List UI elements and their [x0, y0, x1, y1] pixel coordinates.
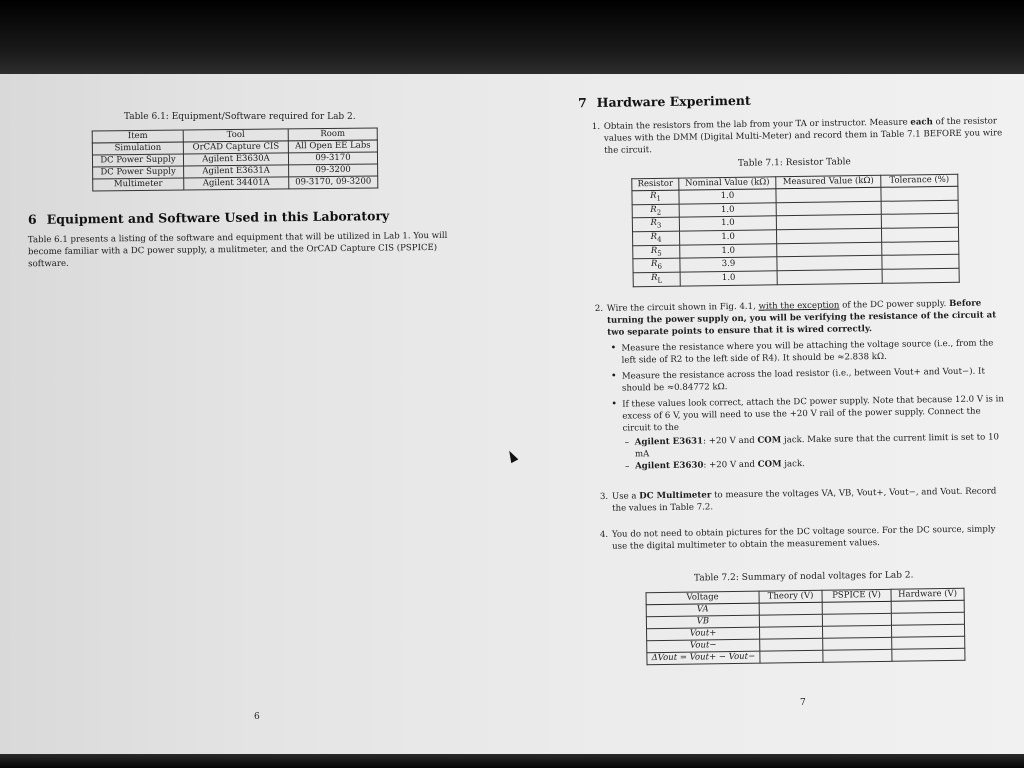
item-4: [599, 523, 1012, 553]
item-text: Use a: [611, 491, 640, 502]
section-number: 6: [27, 211, 37, 227]
table-row: [93, 176, 378, 191]
table-cell: Agilent E3630A: [183, 153, 288, 166]
resistor-label: $R_3$: [632, 217, 679, 231]
item-2: [594, 297, 1011, 477]
tolerance-cell: [881, 227, 958, 242]
voltage-label: VB: [646, 615, 759, 629]
right-page: [512, 74, 1024, 754]
background-top-dark: [0, 0, 1024, 74]
table-7-2: [646, 588, 966, 665]
list-item-text: If these values look correct, attach the DC power supply. Note that because 12.0 V is in excess of 6 V, you will need to use the +20 V rail of the power supply. Connect the circuit to the: [622, 394, 1005, 434]
background-bottom-dark: [0, 754, 1024, 768]
measured-value-cell: [777, 256, 882, 271]
list-item: • Measure the resistance where you will be attaching the voltage source (i.e., from the left side of R2 to the left side of R4). It should be ≈2.838 kΩ.: [621, 337, 1009, 366]
table-7-1-header: Tolerance (%): [881, 174, 958, 187]
theory-cell: [759, 614, 822, 627]
item-text: of the DC power supply.: [839, 299, 950, 311]
theory-cell: [760, 650, 823, 663]
table-cell: DC Power Supply: [93, 166, 184, 179]
list-item: [622, 393, 1011, 472]
left-page: [0, 74, 512, 754]
table-7-1-caption: Table 7.1: Resistor Table: [737, 157, 851, 169]
table-7-1-header: Resistor: [632, 178, 679, 191]
table-cell: Agilent E3631A: [184, 165, 289, 178]
nominal-value: 1.0: [680, 271, 777, 286]
table-7-1: [631, 174, 959, 287]
table-7-1-header: Measured Value (kΩ): [776, 175, 881, 188]
nominal-value: 1.0: [680, 244, 777, 259]
table-cell: Simulation: [92, 142, 183, 155]
resistor-label: $R_6$: [633, 259, 680, 273]
table-7-2-header: Theory (V): [759, 590, 822, 603]
pspice-cell: [822, 613, 891, 626]
table-cell: Agilent 34401A: [184, 177, 289, 190]
table-cell: Multimeter: [93, 178, 184, 191]
measured-value-cell: [776, 187, 881, 202]
section-title: Hardware Experiment: [596, 92, 751, 110]
list-item: • Measure the resistance across the load resistor (i.e., between Vout+ and Vout−). It should be ≈0.84772 kΩ.: [622, 365, 1010, 394]
tolerance-cell: [881, 214, 958, 229]
voltage-label: VA: [646, 603, 759, 617]
table-7-2-header: PSPICE (V): [822, 589, 891, 602]
tolerance-cell: [882, 241, 959, 256]
bullet-list: [607, 337, 1011, 473]
table-cell: All Open EE Labs: [288, 140, 377, 153]
page-number: 6: [254, 712, 260, 722]
item-number: 1.: [591, 121, 601, 133]
item-1: [591, 115, 1012, 157]
table-6-1-header: Tool: [183, 129, 288, 142]
section-number: 7: [577, 95, 587, 111]
nominal-value: 1.0: [679, 189, 776, 204]
item-text: to measure the voltages VA, VB, Vout+, Vout−, and Vout. Record the values in Table 7.2.: [612, 486, 997, 514]
nominal-value: 3.9: [680, 257, 777, 272]
table-6-1-caption: Table 6.1: Equipment/Software required for Lab 2.: [124, 112, 356, 122]
measured-value-cell: [777, 242, 882, 257]
tolerance-cell: [881, 200, 958, 215]
table-cell: OrCAD Capture CIS: [183, 141, 288, 154]
tolerance-cell: [882, 268, 959, 283]
resistor-label: $R_1$: [632, 190, 679, 204]
theory-cell: [760, 626, 823, 639]
item-bold-text: DC Multimeter: [639, 490, 712, 502]
measured-value-cell: [776, 201, 881, 216]
pspice-cell: [823, 637, 892, 650]
resistor-label: $R_2$: [632, 204, 679, 218]
nominal-value: 1.0: [679, 216, 776, 231]
section-title: Equipment and Software Used in this Laboratory: [46, 208, 390, 227]
tolerance-cell: [882, 255, 959, 270]
hardware-cell: [891, 624, 964, 637]
item-text: of the resistor values with the DMM (Digital Multi-Meter) and record them in Table 7.1 BEFORE you wire the circuit.: [603, 116, 1003, 156]
section-6-paragraph: Table 6.1 presents a listing of the software and equipment that will be utilized in Lab 1. You will become familiar with a DC power supply, a mulitmeter, and the OrCAD Capture CIS (PSPICE) software.: [27, 230, 448, 270]
table-6-1-header: Item: [92, 130, 183, 143]
dash-list: [623, 431, 1011, 472]
item-text: You do not need to obtain pictures for the DC voltage source. For the DC source, simply use the digital multimeter to obtain the measurement values.: [611, 524, 996, 552]
item-number: 3.: [599, 491, 609, 502]
pspice-cell: [822, 601, 891, 614]
item-text: Wire the circuit shown in Fig. 4.1,: [606, 301, 759, 314]
document-spread: [0, 74, 1024, 754]
table-7-1-header: Nominal Value (kΩ): [679, 177, 776, 190]
table-cell: 09-3170: [288, 152, 377, 165]
item-underlined-text: with the exception: [758, 300, 840, 312]
section-6-heading: [28, 208, 389, 227]
table-7-2-header: Voltage: [646, 591, 759, 605]
hardware-cell: [891, 612, 964, 625]
section-7-heading: [578, 93, 751, 110]
voltage-label: ΔVout = Vout+ − Vout−: [647, 651, 760, 665]
theory-cell: [760, 638, 823, 651]
table-cell: 09-3170, 09-3200: [289, 176, 378, 189]
table-7-2-caption: Table 7.2: Summary of nodal voltages for Lab 2.: [693, 570, 914, 584]
resistor-label: $R_4$: [633, 231, 680, 245]
hardware-cell: [892, 636, 965, 649]
page-number: 7: [800, 698, 806, 708]
list-item: – Agilent E3630: +20 V and COM jack.: [635, 455, 1011, 472]
theory-cell: [759, 602, 822, 615]
pspice-cell: [823, 649, 892, 662]
item-bold-text: each: [910, 117, 933, 128]
resistor-label: $R_5$: [633, 245, 680, 259]
item-bold-text: Before turning the power supply on, you will be verifying the resistance of the circuit at two separate points to ensure that it is wired correctly.: [606, 298, 997, 338]
tolerance-cell: [881, 186, 958, 201]
voltage-label: Vout−: [647, 639, 760, 653]
table-6-1-header: Room: [288, 128, 377, 141]
measured-value-cell: [776, 228, 881, 243]
nominal-value: 1.0: [679, 230, 776, 245]
item-3: [599, 485, 1012, 515]
table-cell: DC Power Supply: [92, 154, 183, 167]
voltage-label: Vout+: [647, 627, 760, 641]
measured-value-cell: [776, 215, 881, 230]
item-number: 4.: [599, 529, 609, 540]
hardware-cell: [892, 648, 965, 661]
resistor-label: $R_L$: [633, 272, 680, 286]
nominal-value: 1.0: [679, 202, 776, 217]
table-7-2-header: Hardware (V): [891, 588, 964, 601]
pspice-cell: [822, 625, 891, 638]
hardware-cell: [891, 600, 964, 613]
item-number: 2.: [594, 303, 604, 314]
measured-value-cell: [777, 269, 882, 284]
list-item: – Agilent E3631: +20 V and COM jack. Make sure that the current limit is set to 10 mA: [635, 431, 1011, 460]
table-6-1: [92, 128, 379, 192]
table-cell: 09-3200: [289, 164, 378, 177]
item-text: Obtain the resistors from the lab from your TA or instructor. Measure: [603, 117, 911, 132]
